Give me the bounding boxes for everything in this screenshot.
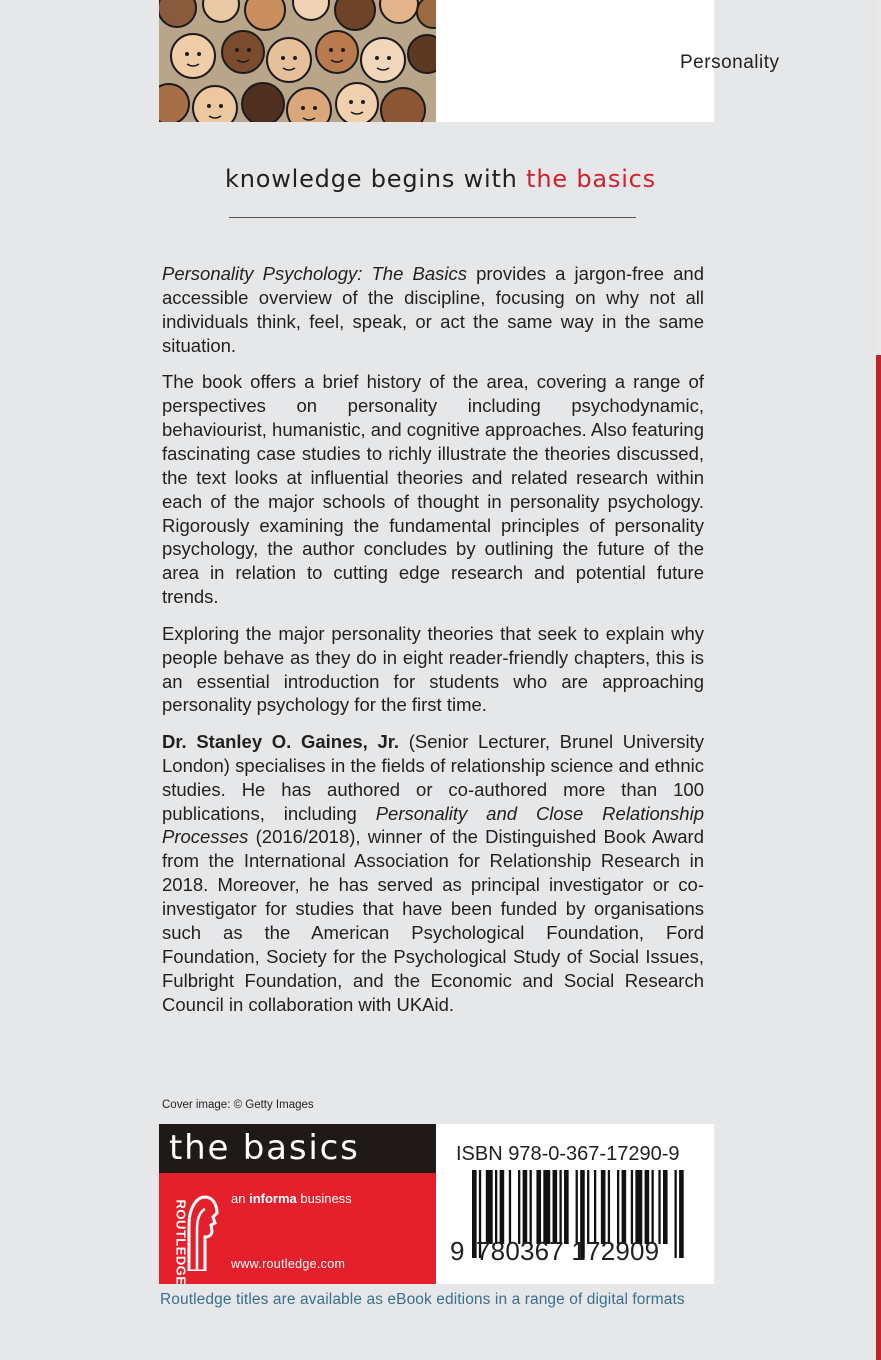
isbn-label: ISBN 978-0-367-17290-9 xyxy=(456,1143,680,1165)
author-bio-part-2: (2016/2018), winner of the Distinguished Book Award from the International Association for Relationship Research in 2018. Moreover, he has served as principal investigator or co-investigator for studies that have been funded by organisations such as the American Psychological Foundation, Ford Foundation, Society for the Psychological Study of Social Issues, Fulbright Foundation, and the Economic and Social Research Council in collaboration with UKAid. xyxy=(162,826,704,1015)
tagline xyxy=(0,165,881,193)
tagline-highlight: the basics xyxy=(526,165,656,193)
top-panel xyxy=(159,0,780,122)
cover-credit: Cover image: © Getty Images xyxy=(162,1099,314,1111)
description-p1-text: provides a jargon-free and accessible overview of the discipline, focusing on why not all individuals think, feel, speak, or act the same way in the same situation. xyxy=(162,263,705,356)
ebook-note: Routledge titles are available as eBook editions in a range of digital formats xyxy=(160,1291,685,1308)
author-book-title: Personality and Close Relationship Processes xyxy=(162,802,704,848)
publisher-tagline-post: business xyxy=(296,1191,352,1206)
publisher-name: ROUTLEDGE xyxy=(173,1199,189,1286)
description-paragraph-3: Exploring the major personality theories that seek to explain why people behave as they do in eight reader-friendly chapters, this is an essential introduction for students who are approaching personality psychology for the first time. xyxy=(162,622,704,716)
series-brand-block xyxy=(159,1124,436,1284)
publisher-tagline xyxy=(231,1191,352,1206)
spine-edge-red xyxy=(876,355,881,1360)
series-label: Personality xyxy=(680,52,780,73)
isbn-block xyxy=(436,1124,714,1284)
publisher-block xyxy=(159,1173,436,1284)
author-bio-part-1: (Senior Lecturer, Brunel University London) specialises in the fields of relationship science and ethnic studies. He has authored or co-authored more than 100 publications, including xyxy=(162,730,704,824)
barcode-first-digit: 9 xyxy=(450,1236,465,1266)
back-cover-text xyxy=(162,262,704,1029)
series-banner-text: the basics xyxy=(169,1128,360,1168)
author-bio xyxy=(162,730,704,1017)
book-title: Personality Psychology: The Basics xyxy=(162,263,467,284)
publisher-tagline-pre: an xyxy=(231,1191,250,1206)
tagline-prefix: knowledge begins with xyxy=(225,165,527,193)
description-paragraph-2: The book offers a brief history of the area, covering a range of perspectives on personality including psychodynamic, behaviourist, humanistic, and cognitive approaches. Also featuring fascinating case studies to richly illustrate the theories discussed, the text looks at influential theories and related research within each of the major schools of thought in personality psychology. Rigorously examining the fundamental principles of personality psychology, the author concludes by outlining the future of the area in relation to cutting edge research and potential future trends. xyxy=(162,371,704,608)
crowd-illustration-icon xyxy=(159,0,436,122)
author-name: Dr. Stanley O. Gaines, Jr. xyxy=(162,730,400,752)
description-paragraph-1 xyxy=(162,262,704,358)
publisher-url: www.routledge.com xyxy=(231,1257,346,1271)
spine-edge xyxy=(876,0,881,1360)
divider-rule xyxy=(229,217,636,218)
series-banner xyxy=(159,1124,436,1173)
barcode-digits: 780367 172909 xyxy=(476,1236,660,1266)
publisher-tagline-bold: informa xyxy=(249,1191,297,1206)
routledge-head-logo-icon xyxy=(183,1185,219,1271)
